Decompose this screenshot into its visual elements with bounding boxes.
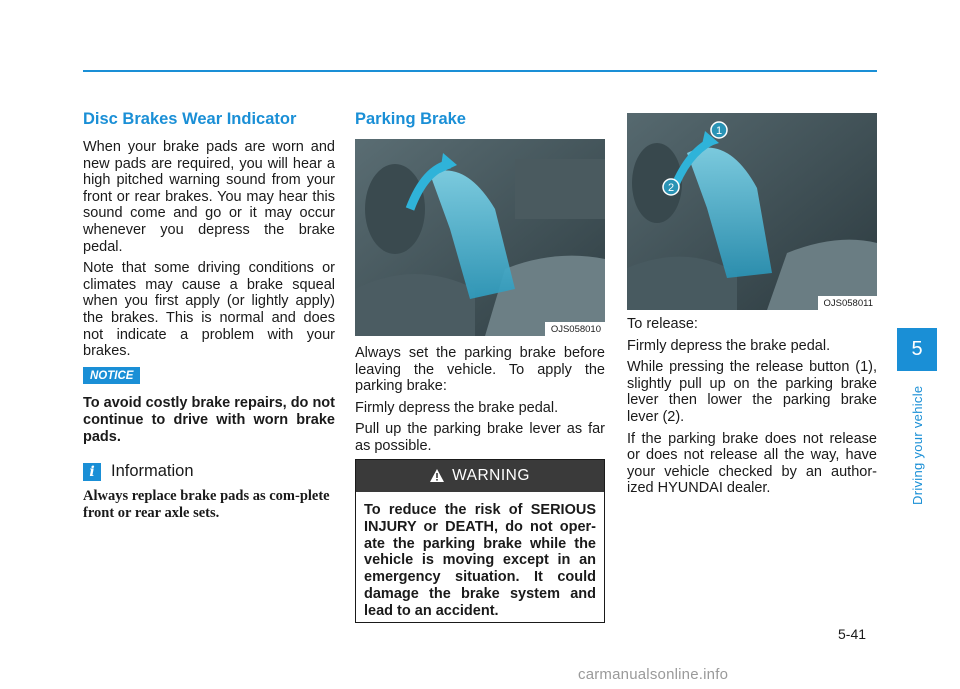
header-rule (83, 70, 877, 72)
information-text: Always replace brake pads as com-plete front or rear axle sets. (83, 488, 330, 521)
notice-text: To avoid costly brake repairs, do not continue to drive with worn brake pads. (83, 395, 335, 445)
parking-brake-release-photo (627, 113, 877, 310)
photo-code-2: OJS058011 (818, 296, 877, 310)
section-title-disc-brakes: Disc Brakes Wear Indicator (83, 110, 297, 128)
disc-brakes-paragraph-2: Note that some driving conditions or climates may cause a brake squeal when you first apply (or lightly apply) the brakes. This is normal and does not indicate a problem with your brakes. (83, 260, 335, 360)
chapter-tab: 5 (897, 328, 937, 371)
warning-box (355, 459, 605, 623)
release-step-1: Firmly depress the brake pedal. (627, 337, 831, 354)
parking-brake-section (355, 110, 605, 630)
release-note: If the parking brake does not release or does not release all the way, have your vehicle checked by an author-ized HYUNDAI dealer. (627, 430, 877, 497)
warning-header (356, 460, 604, 492)
section-title-parking-brake: Parking Brake (355, 110, 466, 128)
release-step-2: While pressing the release button (1), slightly pull up on the parking brake lever then lower the parking brake lever (2). (627, 359, 877, 425)
apply-step-2: Pull up the parking brake lever as far as possible. (355, 421, 605, 454)
chapter-label-container (904, 380, 928, 505)
disc-brakes-section (83, 110, 335, 530)
disc-brakes-paragraph-1: When your brake pads are worn and new pads are required, you will hear a high pitched warning sound from your front or rear brakes. You may hear this sound come and go or it may occur whenever you depress the brake pedal. (83, 139, 335, 255)
apply-step-1: Firmly depress the brake pedal. (355, 399, 559, 416)
page-number: 5-41 (838, 626, 867, 642)
callout-1-label: 1 (715, 125, 723, 137)
parking-brake-release-illustration (627, 113, 877, 310)
info-icon: i (83, 463, 101, 481)
parking-brake-apply-photo (355, 139, 605, 336)
watermark: carmanualsonline.info (578, 666, 729, 683)
warning-text: To reduce the risk of SERIOUS INJURY or DEATH, do not oper-ate the parking brake while the vehicle is moving except in an emergency situation. It could damage the brake system and lead to an accident. (364, 502, 596, 619)
warning-triangle-icon (430, 469, 444, 482)
chapter-label: Driving your vehicle (910, 385, 925, 505)
photo-code-1: OJS058010 (545, 322, 605, 336)
warning-label: WARNING (452, 467, 530, 484)
information-title: Information (111, 462, 194, 480)
information-header (83, 462, 194, 481)
release-title: To release: (627, 316, 698, 332)
notice-badge: NOTICE (83, 367, 140, 384)
apply-intro: Always set the parking brake before leaving the vehicle. To apply the parking brake: (355, 345, 605, 395)
callout-2-label: 2 (667, 182, 675, 194)
parking-brake-release-section (627, 113, 877, 513)
parking-brake-apply-illustration (355, 139, 605, 336)
